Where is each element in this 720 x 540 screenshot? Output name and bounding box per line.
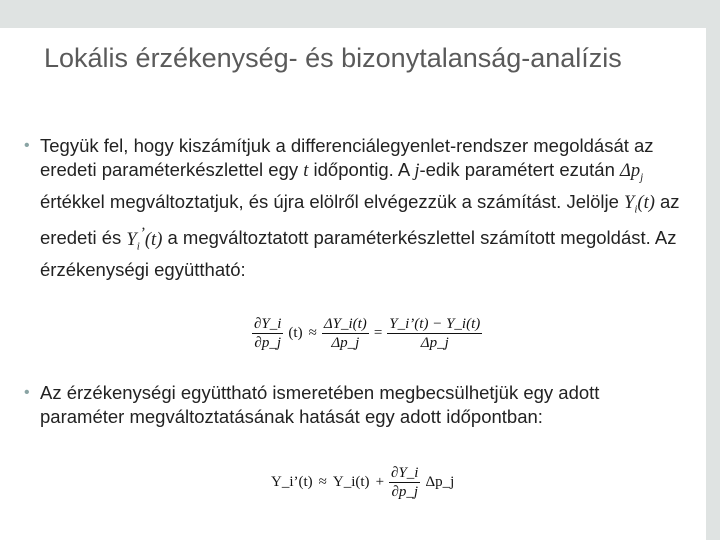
- mid-fraction: $\frac{\Delta Y\_i(t)}{\Delta p\_j}$: [323, 316, 367, 351]
- bullet-text: Az érzékenységi együttható ismeretében megbecsülhetjük egy adott paraméter megváltoztatásának hatását egy adott időpontban:: [40, 382, 600, 427]
- bullet-sensitivity-definition: [24, 134, 684, 282]
- estimation-fraction: $\frac{\partial Y\_i}{\partial p\_j}$: [391, 465, 419, 500]
- var-j: j: [414, 161, 420, 181]
- slide-title: Lokális érzékenység- és bizonytalanság-analízis: [44, 43, 622, 73]
- bullet-text: Tegyük fel, hogy kiszámítjuk a differenciálegyenlet-rendszer megoldását az eredeti paraméterkészlettel egy t időpontig. A j-edik paramétert ezután $\Delta p_j$ értékkel megváltoztatjuk, és újra elölről elvégezzük a számítást. Jelölje $Y_i(t)$ az eredeti és $Y_i^’(t)$ a megváltoztatott paraméterkészlettel számított megoldást. Az érzékenységi együttható:: [40, 135, 680, 281]
- lhs-fraction: $\frac{\partial Y\_i}{\partial p\_j}$: [254, 316, 282, 351]
- top-decor-band: [0, 0, 720, 28]
- bullet-estimation: [24, 381, 684, 429]
- estimation-formula: Y_i’(t) ≈ Y_i(t) + $\frac{\partial Y\_i}{\partial p\_j}$ Δp_j: [271, 465, 455, 500]
- var-yi: $Y_i(t)$: [624, 192, 655, 216]
- right-decor-band: [706, 0, 720, 540]
- bullet-dot-icon: •: [24, 384, 30, 401]
- sensitivity-coefficient-formula: $\frac{\partial Y\_i}{\partial p\_j}$ (t) ≈ $\frac{\Delta Y\_i(t)}{\Delta p\_j}$ = $\frac{Y\_i’(t) - Y\_i(t)}{\Delta p\_j}$: [254, 316, 481, 351]
- var-yi-prime: $Y_i^’(t)$: [126, 224, 163, 253]
- bullet-dot-icon: •: [24, 137, 30, 154]
- var-delta-p: $\Delta p_j$: [620, 161, 644, 184]
- var-t: t: [303, 161, 309, 181]
- rhs-fraction: $\frac{Y\_i’(t) - Y\_i(t)}{\Delta p\_j}$: [389, 316, 481, 351]
